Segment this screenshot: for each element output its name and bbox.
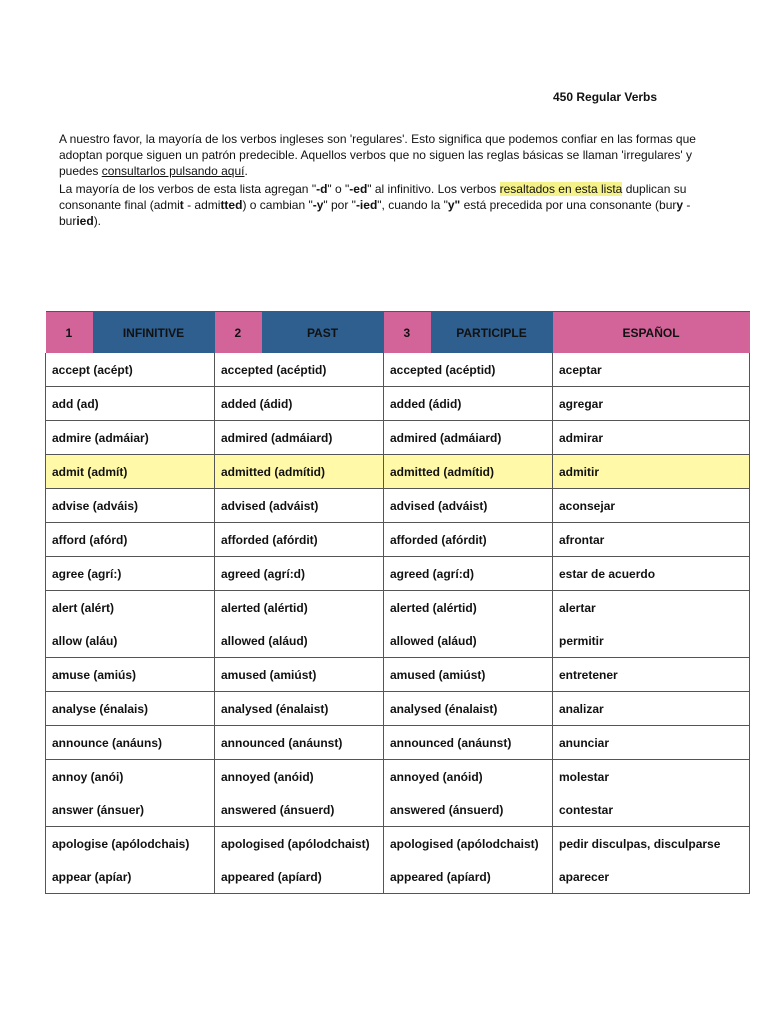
past-cell: apologised (apólodchaist) [215,827,384,861]
participle-cell: afforded (afórdit) [384,523,553,557]
infinitive-cell: accept (acépt) [46,353,215,387]
p2-seg: está precedida por una consonante (bur [460,198,677,212]
spanish-cell: aparecer [553,860,750,894]
infinitive-cell: appear (apíar) [46,860,215,894]
table-row [46,760,750,794]
past-cell: alerted (alértid) [215,591,384,625]
table-row [46,726,750,760]
table-row [46,557,750,591]
intro-p1-text: A nuestro favor, la mayoría de los verbos ingleses son 'regulares'. Esto significa que podemos confiar en las formas que adoptan porque siguen un patrón predecible. Aquellos verbos que no siguen las reglas básicas se llaman 'irregulares' y puedes [59,132,696,178]
past-cell: amused (amiúst) [215,658,384,692]
table-row [46,455,750,489]
header-infinitive: INFINITIVE [93,312,215,354]
header-spanish: ESPAÑOL [553,312,750,354]
table-row [46,421,750,455]
spanish-cell: aconsejar [553,489,750,523]
infinitive-cell: apologise (apólodchais) [46,827,215,861]
p2-suffix-d: -d [316,182,328,196]
past-cell: appeared (apíard) [215,860,384,894]
intro-text [59,131,729,231]
spanish-cell: contestar [553,793,750,827]
p2-bold: -ied [355,198,378,212]
p2-suffix-ed: -ed [349,182,368,196]
infinitive-cell: alert (alért) [46,591,215,625]
header-participle: PARTICIPLE [431,312,553,354]
p2-bold: tted [220,198,243,212]
table-row [46,827,750,861]
regular-verbs-table [45,311,750,894]
p2-seg: - bur [59,198,691,228]
p2-bold: ied [76,214,94,228]
past-cell: answered (ánsuerd) [215,793,384,827]
p2-seg: " por " [323,198,356,212]
spanish-cell: permitir [553,624,750,658]
p2-bold: y [676,198,684,212]
past-cell: annoyed (anóid) [215,760,384,794]
past-cell: admitted (admítid) [215,455,384,489]
p2-bold: y" [447,198,461,212]
table-row [46,692,750,726]
participle-cell: alerted (alértid) [384,591,553,625]
spanish-cell: anunciar [553,726,750,760]
intro-paragraph-1 [59,131,729,179]
table-row [46,624,750,658]
infinitive-cell: annoy (anói) [46,760,215,794]
participle-cell: accepted (acéptid) [384,353,553,387]
spanish-cell: estar de acuerdo [553,557,750,591]
document-title: 450 Regular Verbs [553,90,658,104]
spanish-cell: entretener [553,658,750,692]
participle-cell: answered (ánsuerd) [384,793,553,827]
spanish-cell: agregar [553,387,750,421]
past-cell: advised (adváist) [215,489,384,523]
intro-p1-end: . [244,164,248,178]
p2-bold: -y [312,198,324,212]
participle-cell: advised (adváist) [384,489,553,523]
table-row [46,387,750,421]
past-cell: accepted (acéptid) [215,353,384,387]
participle-cell: analysed (énalaist) [384,692,553,726]
past-cell: allowed (aláud) [215,624,384,658]
table-row [46,860,750,894]
spanish-cell: admirar [553,421,750,455]
participle-cell: announced (anáunst) [384,726,553,760]
past-cell: analysed (énalaist) [215,692,384,726]
p2-seg: ) o cambian " [242,198,313,212]
p2-seg: " o " [327,182,350,196]
infinitive-cell: advise (adváis) [46,489,215,523]
past-cell: agreed (agrí:d) [215,557,384,591]
participle-cell: admired (admáiard) [384,421,553,455]
participle-cell: appeared (apíard) [384,860,553,894]
table-row [46,489,750,523]
p2-bold: t [179,198,184,212]
table-row [46,793,750,827]
header-number-3: 3 [384,312,431,354]
past-cell: announced (anáunst) [215,726,384,760]
p2-seg: " al infinitivo. Los verbos [367,182,500,196]
p2-seg: ", cuando la " [377,198,448,212]
participle-cell: amused (amiúst) [384,658,553,692]
header-number-1: 1 [46,312,93,354]
infinitive-cell: answer (ánsuer) [46,793,215,827]
past-cell: afforded (afórdit) [215,523,384,557]
infinitive-cell: add (ad) [46,387,215,421]
infinitive-cell: agree (agrí:) [46,557,215,591]
highlighted-phrase: resaltados en esta lista [499,182,623,196]
spanish-cell: pedir disculpas, disculparse [553,827,750,861]
infinitive-cell: amuse (amiús) [46,658,215,692]
table-row [46,523,750,557]
past-cell: added (ádid) [215,387,384,421]
participle-cell: added (ádid) [384,387,553,421]
participle-cell: apologised (apólodchaist) [384,827,553,861]
p2-seg: duplican su consonante final (admi [59,182,687,212]
spanish-cell: aceptar [553,353,750,387]
p2-seg: - admi [183,198,221,212]
infinitive-cell: afford (afórd) [46,523,215,557]
irregular-verbs-link[interactable]: consultarlos pulsando aquí [101,164,245,178]
infinitive-cell: admit (admít) [46,455,215,489]
infinitive-cell: announce (anáuns) [46,726,215,760]
header-number-2: 2 [215,312,262,354]
infinitive-cell: allow (aláu) [46,624,215,658]
spanish-cell: admitir [553,455,750,489]
infinitive-cell: analyse (énalais) [46,692,215,726]
header-past: PAST [262,312,384,354]
spanish-cell: molestar [553,760,750,794]
participle-cell: allowed (aláud) [384,624,553,658]
table-row [46,658,750,692]
spanish-cell: alertar [553,591,750,625]
past-cell: admired (admáiard) [215,421,384,455]
spanish-cell: analizar [553,692,750,726]
participle-cell: admitted (admítid) [384,455,553,489]
infinitive-cell: admire (admáiar) [46,421,215,455]
table-row [46,591,750,625]
spanish-cell: afrontar [553,523,750,557]
p2-seg: La mayoría de los verbos de esta lista agregan " [59,182,317,196]
intro-paragraph-2 [59,181,729,229]
participle-cell: agreed (agrí:d) [384,557,553,591]
p2-seg: ). [93,214,102,228]
table-header-row [46,312,750,354]
table-row [46,353,750,387]
participle-cell: annoyed (anóid) [384,760,553,794]
